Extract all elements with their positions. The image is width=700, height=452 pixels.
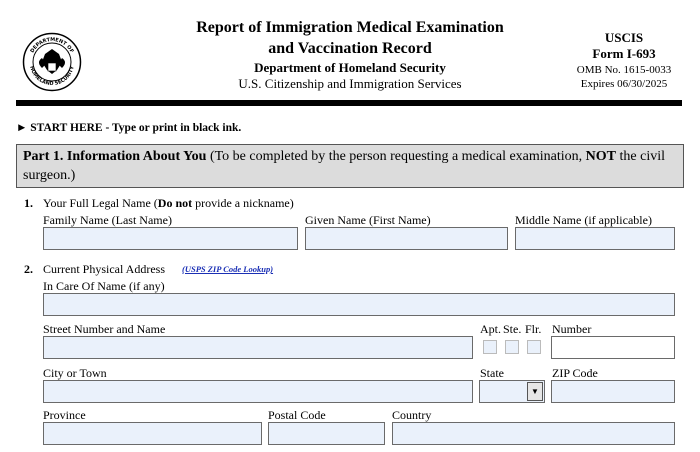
zip-field[interactable] [551,380,675,403]
part1-label: Part 1. Information About You [23,149,207,164]
expiration-date: Expires 06/30/2025 [580,78,668,90]
given-name-field[interactable] [305,227,508,250]
flr-label: Flr. [525,322,542,336]
flr-checkbox[interactable] [527,340,541,354]
ste-checkbox[interactable] [505,340,519,354]
number-label: Number [552,322,592,336]
postal-code-label: Postal Code [268,408,326,422]
apt-checkbox[interactable] [483,340,497,354]
form-title-line1: Report of Immigration Medical Examination [196,19,504,36]
state-select[interactable] [479,380,545,403]
state-label: State [480,366,504,380]
q2-label: Current Physical Address [43,262,165,276]
chevron-down-icon[interactable]: ▼ [527,382,543,401]
dhs-seal-icon [22,32,82,92]
given-name-label: Given Name (First Name) [305,213,431,227]
ste-label: Ste. [503,322,522,336]
country-label: Country [392,408,432,422]
postal-code-field[interactable] [268,422,385,445]
in-care-of-field[interactable] [43,293,675,316]
seal-text-bottom: HOMELAND SECURITY [28,65,76,88]
street-field[interactable] [43,336,473,359]
form-title-line2: and Vaccination Record [268,40,432,57]
middle-name-field[interactable] [515,227,675,250]
country-field[interactable] [392,422,675,445]
apt-label: Apt. [480,322,501,336]
city-field[interactable] [43,380,473,403]
header-divider [16,100,682,106]
family-name-field[interactable] [43,227,298,250]
omb-number: OMB No. 1615-0033 [576,64,672,76]
part1-banner [16,144,684,188]
province-label: Province [43,408,86,422]
city-label: City or Town [43,366,107,380]
q1-number: 1. [24,196,33,210]
unit-number-field[interactable] [551,336,675,359]
middle-name-label: Middle Name (if applicable) [515,213,652,227]
street-label: Street Number and Name [43,322,166,336]
start-instruction: ► START HERE - Type or print in black ink. [16,122,242,134]
usps-zip-lookup-link[interactable]: (USPS ZIP Code Lookup) [182,264,274,274]
form-id: Form I-693 [592,46,656,61]
province-field[interactable] [43,422,262,445]
agency-name: U.S. Citizenship and Immigration Services [238,76,462,91]
part1-desc-b: the civil surgeon.) [23,149,666,183]
part1-desc-a: (To be completed by the person requesting a medical examination, [206,149,586,164]
department-name: Department of Homeland Security [254,60,446,75]
uscis-label: USCIS [604,30,644,45]
seal-text-top: DEPARTMENT OF [29,36,75,55]
family-name-label: Family Name (Last Name) [43,213,172,227]
in-care-of-label: In Care Of Name (if any) [43,279,165,293]
zip-label: ZIP Code [552,366,598,380]
q1-label: Your Full Legal Name (Do not provide a nickname) [43,196,294,210]
part1-desc-not: NOT [585,149,617,164]
q2-number: 2. [24,262,33,276]
